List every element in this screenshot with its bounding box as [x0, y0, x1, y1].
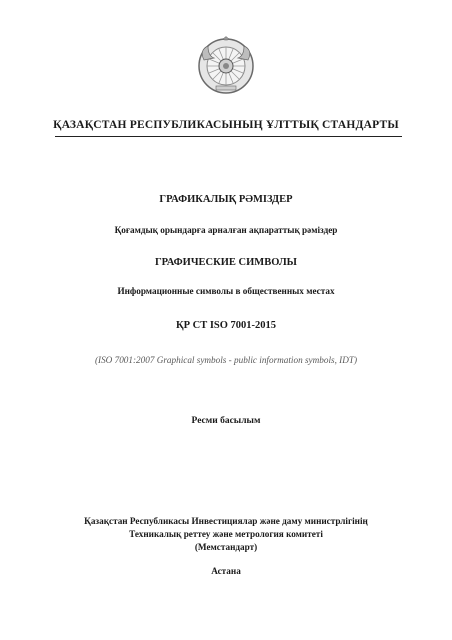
- standard-code: ҚР СТ ISO 7001-2015: [175, 320, 277, 331]
- header-divider: [55, 136, 402, 137]
- subtitle-kazakh: Қоғамдық орындарға арналған ақпараттық рәміздер: [114, 225, 338, 235]
- title-kazakh: ГРАФИКАЛЫҚ РӘМІЗДЕР: [159, 194, 293, 205]
- subtitle-russian: Информационные символы в общественных местах: [117, 286, 335, 296]
- organization-line-2: Техникалық реттеу және метрология комитеті: [129, 529, 323, 539]
- organization-line-3: (Мемстандарт): [194, 542, 258, 552]
- document-header: ҚАЗАҚСТАН РЕСПУБЛИКАСЫНЫҢ ҰЛТТЫҚ СТАНДАРТЫ: [53, 119, 399, 131]
- iso-reference: (ISO 7001:2007 Graphical symbols - public information symbols, IDT): [94, 355, 358, 365]
- title-russian: ГРАФИЧЕСКИЕ СИМВОЛЫ: [154, 257, 297, 268]
- edition-label: Ресми басылым: [191, 416, 261, 426]
- city-label: Астана: [211, 566, 241, 576]
- state-emblem-icon: [196, 36, 256, 96]
- organization-line-1: Қазақстан Республикасы Инвестициялар және даму министрлігінің: [84, 516, 368, 526]
